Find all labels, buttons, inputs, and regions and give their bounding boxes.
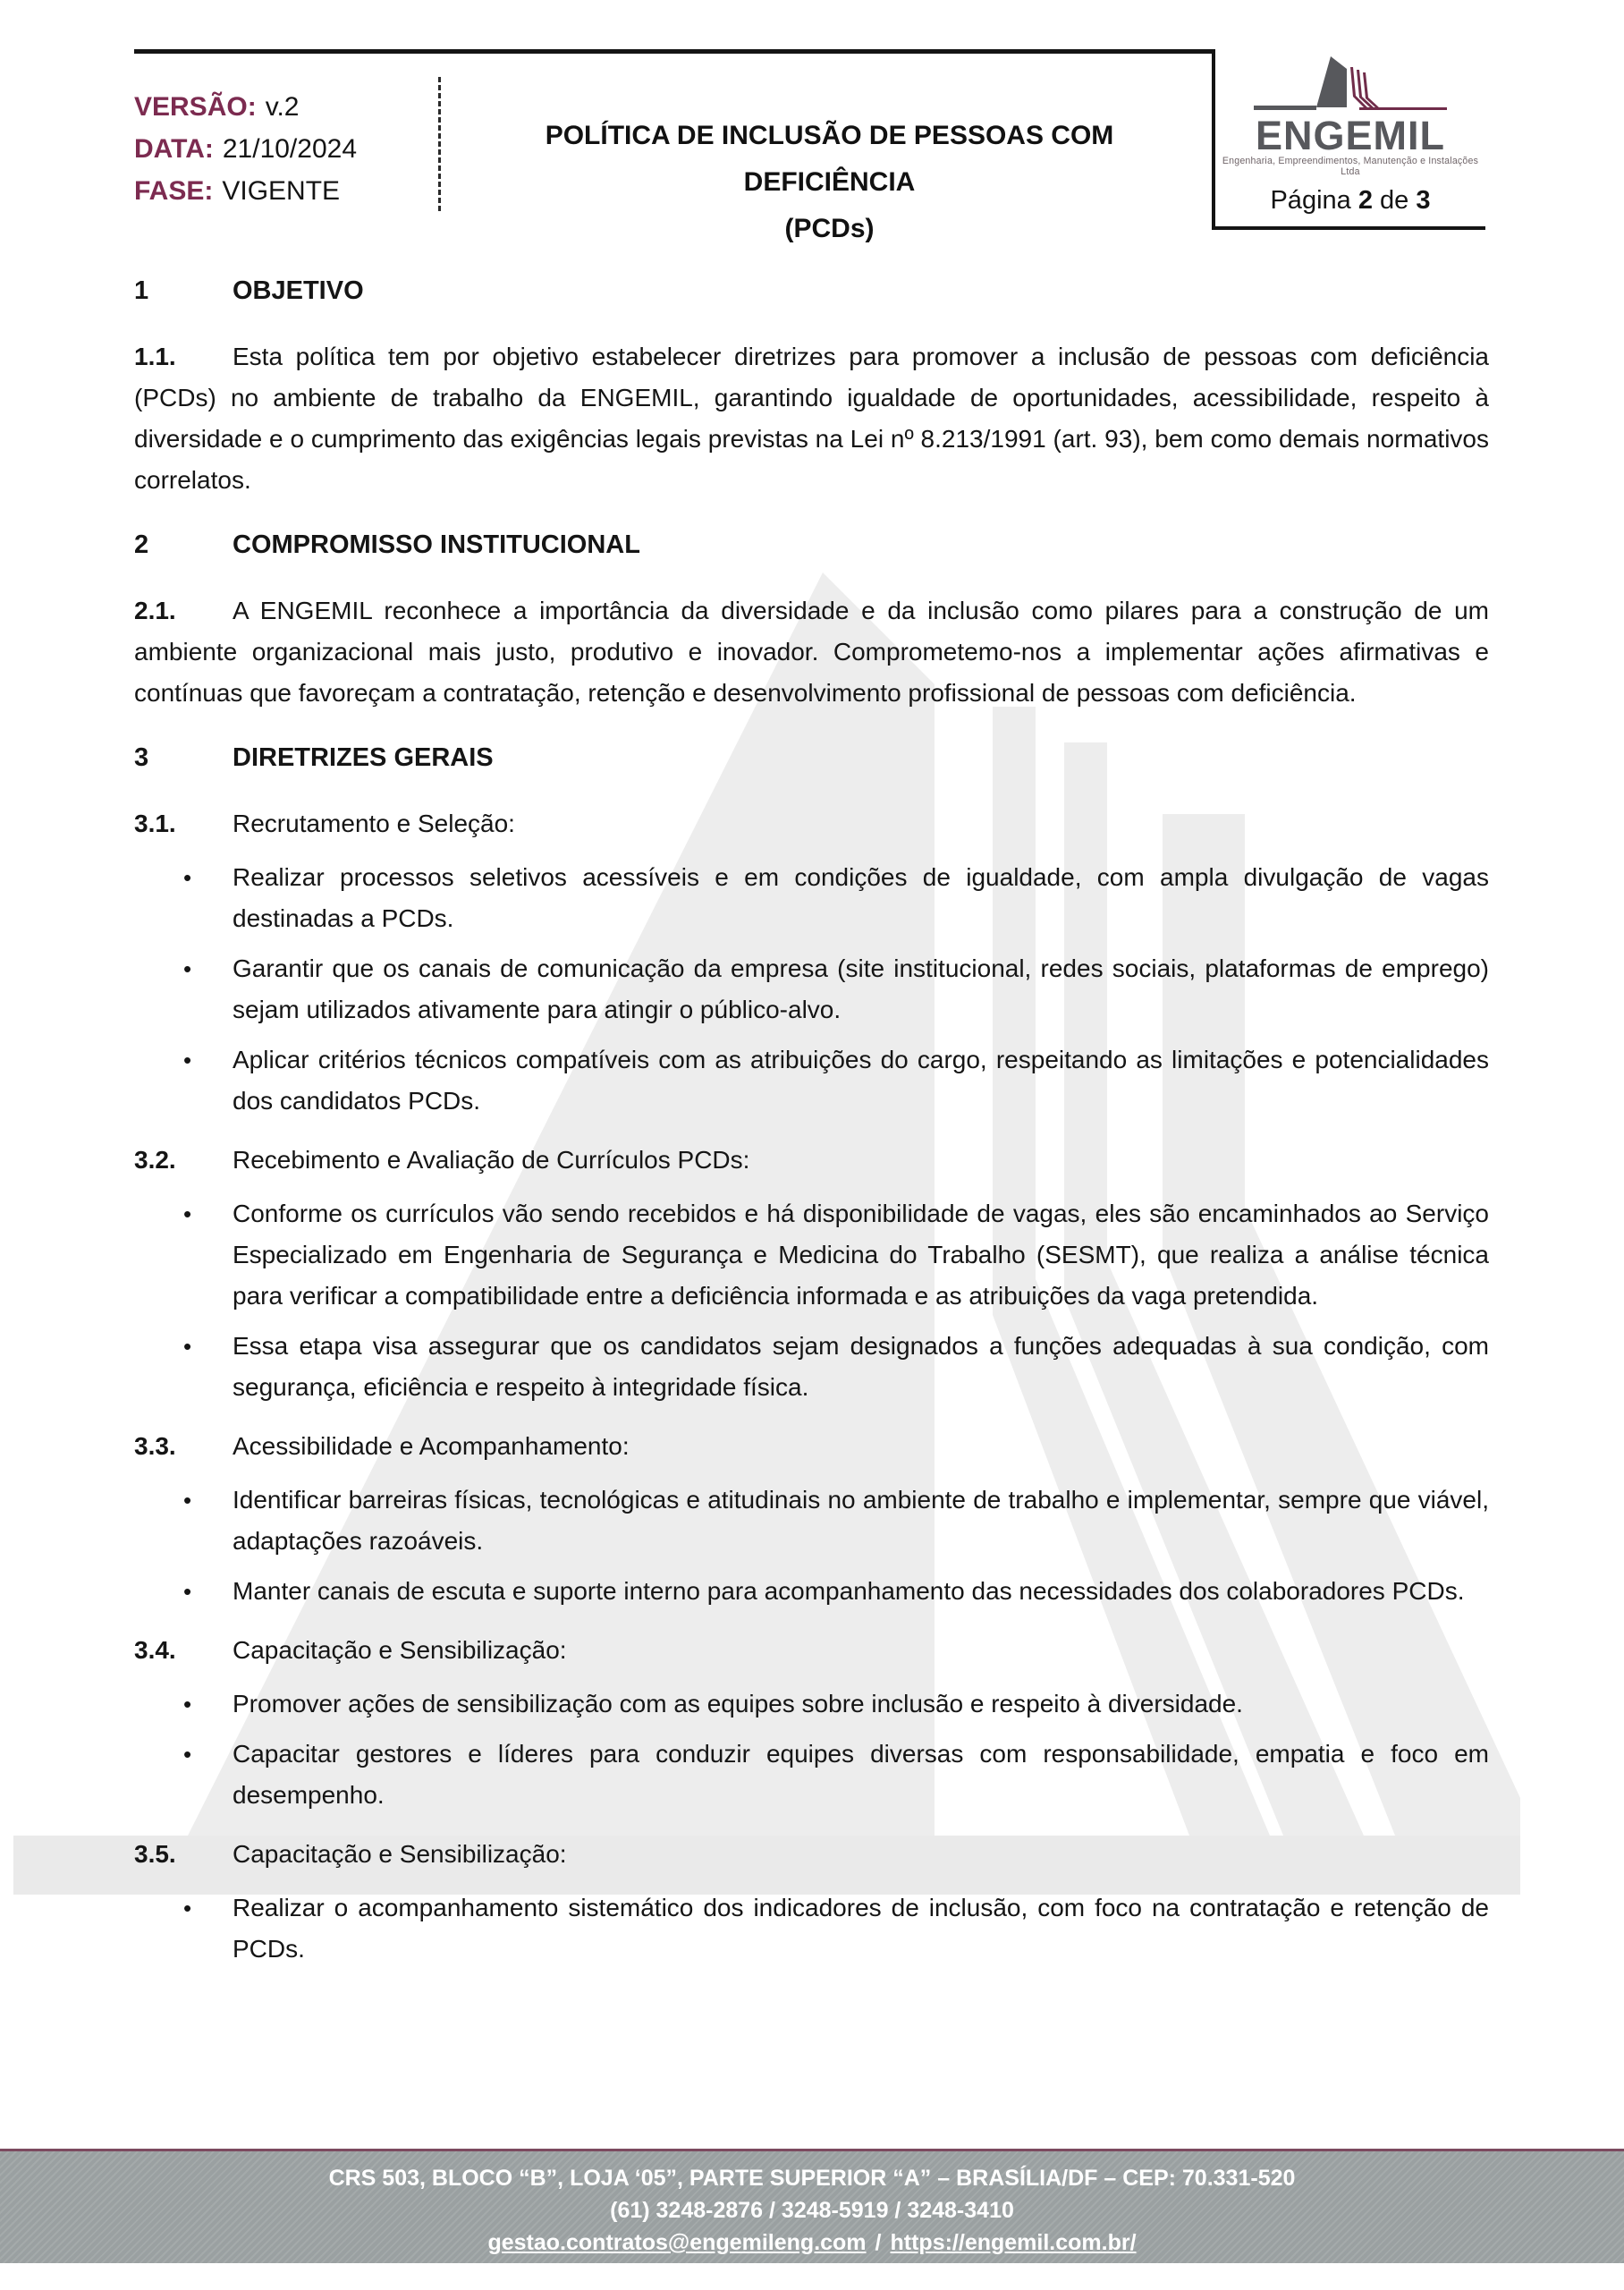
bullet-icon: •: [183, 1200, 192, 1227]
section-title: Recrutamento e Seleção:: [233, 810, 515, 837]
list-item-text: Promover ações de sensibilização com as equipes sobre inclusão e respeito à diversidade.: [233, 1690, 1243, 1718]
numbered-paragraph: [134, 590, 1489, 714]
bullet-list: [183, 1193, 1489, 1408]
paragraph-text: A ENGEMIL reconhece a importância da diversidade e da inclusão como pilares para a construção de um ambiente organizacional mais justo, produtivo e inovador. Comprometemo-nos a implementar ações afirmativas e contínuas que favoreçam a contratação, retenção e desenvolvimento profissional de pessoas com deficiência.: [134, 597, 1489, 707]
logo-wordmark: ENGEMIL: [1255, 113, 1445, 158]
page-title-line1: POLÍTICA DE INCLUSÃO DE PESSOAS COM DEFICIÊNCIA: [545, 121, 1114, 197]
numbered-paragraph: [134, 336, 1489, 501]
list-item-text: Conforme os currículos vão sendo recebidos e há disponibilidade de vagas, eles são encaminhados ao Serviço Especializado em Engenharia de Segurança e Medicina do Trabalho (SESMT), que realiza a análise técnica para verificar a compatibilidade entre a deficiência informada e as atribuições da vaga pretendida.: [233, 1200, 1489, 1310]
page-title-line2: (PCDs): [784, 214, 875, 243]
paragraph-number: 2.1.: [134, 597, 176, 624]
list-item: [183, 1887, 1489, 1970]
meta-label: DATA:: [134, 134, 214, 164]
document-footer: [0, 2149, 1624, 2263]
section-title: Acessibilidade e Acompanhamento:: [233, 1432, 630, 1460]
section-number: 3.3.: [134, 1432, 176, 1460]
list-item-text: Identificar barreiras físicas, tecnológicas e atitudinais no ambiente de trabalho e implementar, sempre que viável, adaptações razoáveis.: [233, 1486, 1489, 1555]
footer-email-link[interactable]: gestao.contratos@engemileng.com: [487, 2230, 867, 2255]
section-title: Capacitação e Sensibilização:: [233, 1840, 567, 1868]
page-current: 2: [1358, 186, 1373, 215]
footer-link-separator: /: [875, 2230, 882, 2255]
list-item-text: Realizar processos seletivos acessíveis e em condições de igualdade, com ampla divulgação de vagas destinadas a PCDs.: [233, 863, 1489, 932]
section-number: 3: [134, 743, 149, 772]
subsection-heading: [134, 1834, 1489, 1875]
logo-tagline: Engenharia, Empreendimentos, Manutenção e Instalações Ltda: [1222, 156, 1479, 177]
section-title: Recebimento e Avaliação de Currículos PCDs:: [233, 1146, 750, 1174]
bullet-icon: •: [183, 1487, 192, 1514]
list-item-text: Realizar o acompanhamento sistemático dos indicadores de inclusão, com foco na contratação e retenção de PCDs.: [233, 1894, 1489, 1963]
list-item: [183, 1326, 1489, 1408]
bullet-icon: •: [183, 1047, 192, 1073]
page-title: [461, 113, 1198, 252]
section-number: 1: [134, 276, 149, 305]
section-number: 3.2.: [134, 1146, 176, 1174]
header-top-rule: [134, 49, 1212, 54]
list-item-text: Aplicar critérios técnicos compatíveis com as atribuições do cargo, respeitando as limitações e potencialidades dos candidatos PCDs.: [233, 1046, 1489, 1115]
section-heading: [134, 270, 1489, 311]
page-indicator-sep: de: [1380, 186, 1409, 215]
meta-value: v.2: [265, 92, 300, 122]
subsection-heading: [134, 1630, 1489, 1671]
list-item-text: Manter canais de escuta e suporte interno para acompanhamento das necessidades dos colaboradores PCDs.: [233, 1577, 1465, 1605]
section-number: 2: [134, 530, 149, 559]
section-number: 3.4.: [134, 1636, 176, 1664]
logo-box: [1212, 49, 1485, 230]
meta-value: VIGENTE: [222, 176, 341, 206]
page-indicator-label: Página: [1270, 186, 1351, 215]
bullet-icon: •: [183, 955, 192, 982]
meta-row-version: [134, 86, 357, 128]
section-title: COMPROMISSO INSTITUCIONAL: [233, 530, 640, 559]
bullet-list: [183, 1480, 1489, 1612]
list-item: [183, 1734, 1489, 1816]
meta-label: FASE:: [134, 176, 214, 206]
list-item-text: Capacitar gestores e líderes para conduzir equipes diversas com responsabilidade, empatia e foco em desempenho.: [233, 1740, 1489, 1809]
section-title: DIRETRIZES GERAIS: [233, 743, 494, 772]
section-title: Capacitação e Sensibilização:: [233, 1636, 567, 1664]
page-indicator: [1215, 186, 1485, 216]
meta-label: VERSÃO:: [134, 92, 257, 122]
list-item-text: Garantir que os canais de comunicação da empresa (site institucional, redes sociais, plataformas de emprego) sejam utilizados ativamente para atingir o público-alvo.: [233, 954, 1489, 1023]
engemil-building-icon: [1252, 55, 1449, 117]
header-dashed-divider: [438, 77, 441, 211]
bullet-list: [183, 1684, 1489, 1816]
list-item: [183, 1571, 1489, 1612]
section-heading: [134, 737, 1489, 778]
footer-phones: (61) 3248-2876 / 3248-5919 / 3248-3410: [610, 2198, 1014, 2223]
page-total: 3: [1416, 186, 1431, 215]
footer-address: CRS 503, BLOCO “B”, LOJA ‘05”, PARTE SUPERIOR “A” – BRASÍLIA/DF – CEP: 70.331-520: [328, 2166, 1296, 2191]
list-item: [183, 857, 1489, 939]
header-meta: [134, 86, 357, 212]
footer-links: [0, 2226, 1624, 2259]
bullet-list: [183, 1887, 1489, 1970]
bullet-icon: •: [183, 1691, 192, 1718]
bullet-icon: •: [183, 1741, 192, 1768]
meta-row-phase: [134, 170, 357, 212]
section-number: 3.5.: [134, 1840, 176, 1868]
subsection-heading: [134, 1140, 1489, 1181]
section-heading: [134, 524, 1489, 565]
list-item: [183, 1193, 1489, 1317]
bullet-icon: •: [183, 1895, 192, 1921]
list-item: [183, 1039, 1489, 1122]
paragraph-number: 1.1.: [134, 343, 176, 370]
list-item-text: Essa etapa visa assegurar que os candidatos sejam designados a funções adequadas à sua condição, com segurança, eficiência e respeito à integridade física.: [233, 1332, 1489, 1401]
footer-url-link[interactable]: https://engemil.com.br/: [890, 2230, 1137, 2255]
subsection-heading: [134, 1426, 1489, 1467]
subsection-heading: [134, 803, 1489, 844]
section-number: 3.1.: [134, 810, 176, 837]
list-item: [183, 948, 1489, 1030]
bullet-icon: •: [183, 1578, 192, 1605]
bullet-list: [183, 857, 1489, 1122]
list-item: [183, 1684, 1489, 1725]
meta-row-date: [134, 128, 357, 170]
paragraph-text: Esta política tem por objetivo estabelecer diretrizes para promover a inclusão de pessoas com deficiência (PCDs) no ambiente de trabalho da ENGEMIL, garantindo igualdade de oportunidades, acessibilidade, respeito à diversidade e o cumprimento das exigências legais previstas na Lei nº 8.213/1991 (art. 93), bem como demais normativos correlatos.: [134, 343, 1489, 494]
bullet-icon: •: [183, 864, 192, 891]
bullet-icon: •: [183, 1333, 192, 1360]
document-header: [0, 0, 1624, 243]
meta-value: 21/10/2024: [222, 134, 358, 164]
section-title: OBJETIVO: [233, 276, 364, 305]
list-item: [183, 1480, 1489, 1562]
document-body: [134, 270, 1489, 1979]
